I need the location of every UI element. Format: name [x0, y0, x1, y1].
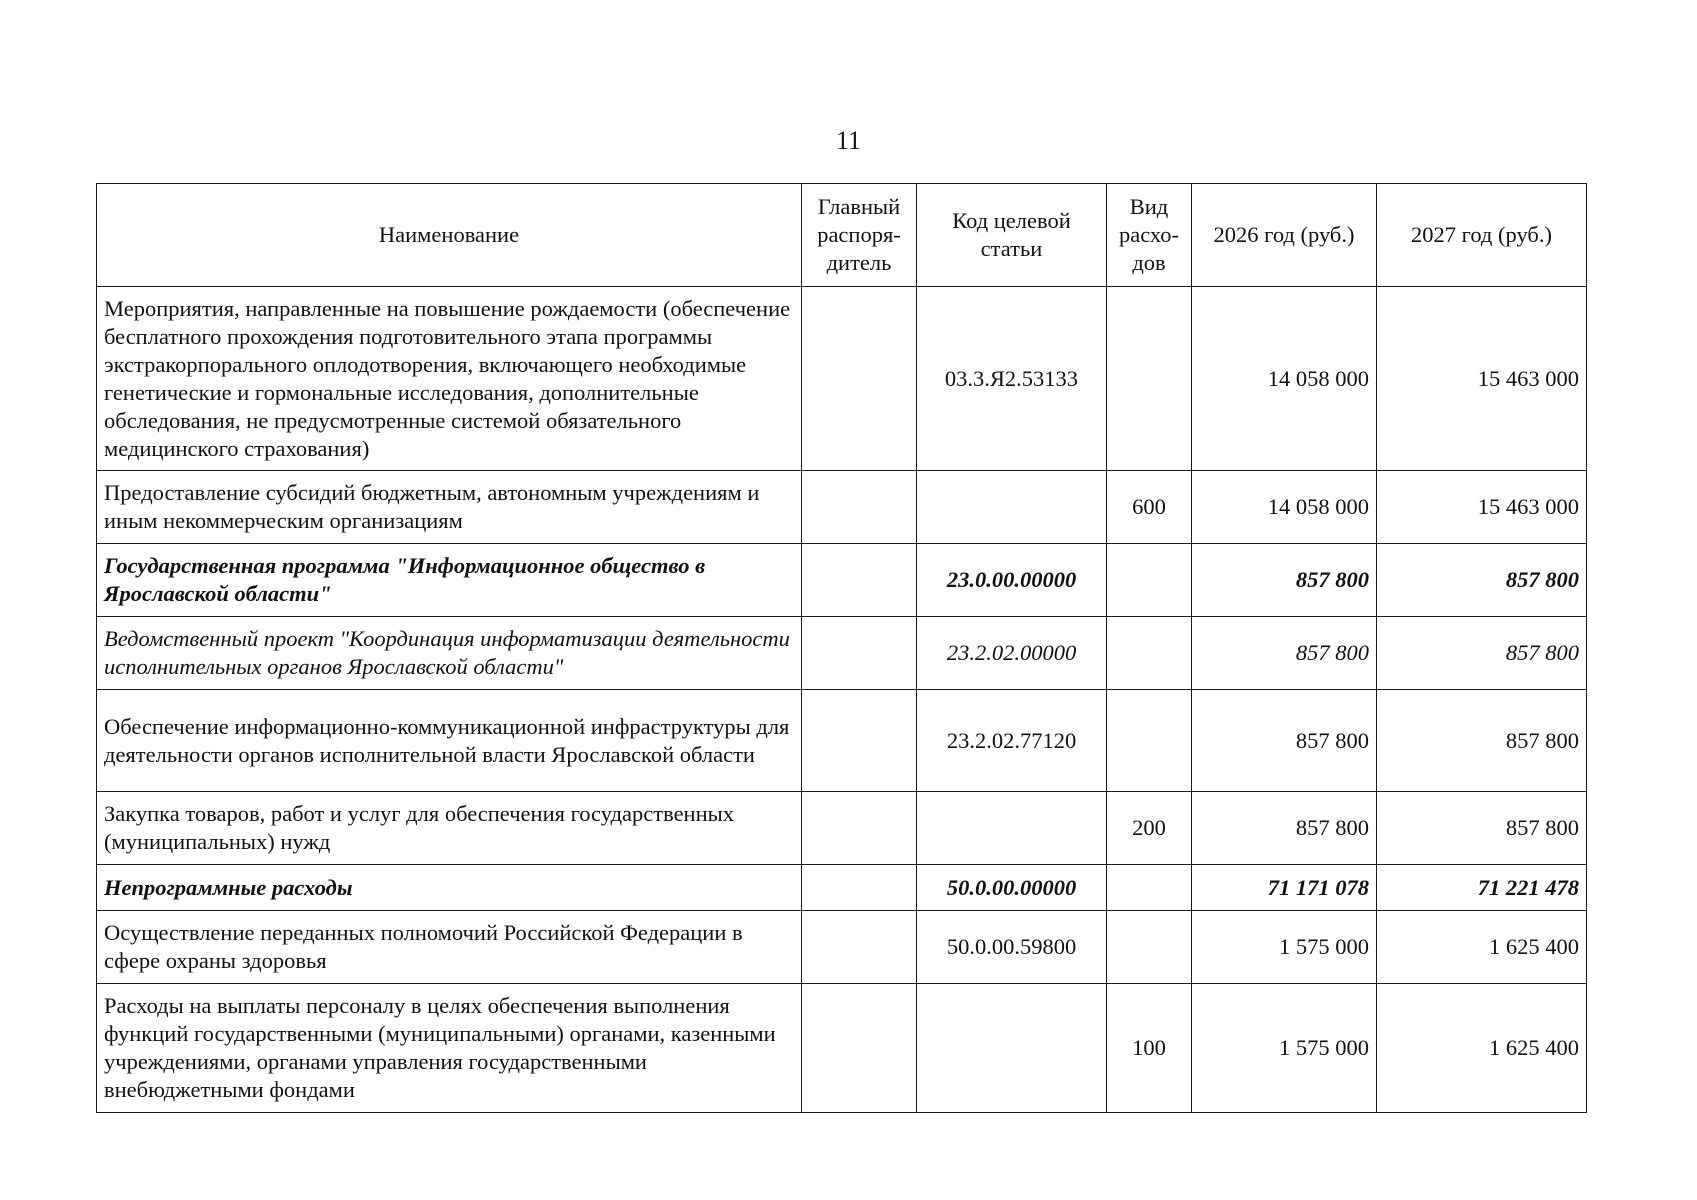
row-2027: 857 800 [1377, 544, 1587, 617]
table-row [97, 617, 1587, 690]
row-2026: 14 058 000 [1192, 287, 1377, 471]
row-manager [802, 792, 917, 865]
row-2026: 857 800 [1192, 544, 1377, 617]
budget-table [96, 183, 1587, 1113]
row-kind [1107, 865, 1192, 911]
row-2026: 857 800 [1192, 617, 1377, 690]
table-row [97, 544, 1587, 617]
row-manager [802, 984, 917, 1113]
row-name: Осуществление переданных полномочий Российской Федерации в сфере охраны здоровья [97, 911, 802, 984]
row-name: Обеспечение информационно-коммуникационной инфраструктуры для деятельности органов исполнительной власти Ярославской области [97, 690, 802, 792]
row-kind [1107, 287, 1192, 471]
table-row [97, 911, 1587, 984]
row-2026: 857 800 [1192, 690, 1377, 792]
row-manager [802, 911, 917, 984]
row-code [917, 984, 1107, 1113]
table-row [97, 471, 1587, 544]
header-2027: 2027 год (руб.) [1377, 184, 1587, 287]
row-kind: 100 [1107, 984, 1192, 1113]
row-code: 23.2.02.77120 [917, 690, 1107, 792]
row-name: Ведомственный проект "Координация информатизации деятельности исполнительных органов Ярославской области" [97, 617, 802, 690]
table-row [97, 287, 1587, 471]
row-2027: 857 800 [1377, 617, 1587, 690]
row-2027: 1 625 400 [1377, 911, 1587, 984]
row-2027: 857 800 [1377, 792, 1587, 865]
row-name: Государственная программа "Информационное общество в Ярославской области" [97, 544, 802, 617]
row-name: Закупка товаров, работ и услуг для обеспечения государственных (муниципальных) нужд [97, 792, 802, 865]
header-kind: Вид расхо-дов [1107, 184, 1192, 287]
row-name: Непрограммные расходы [97, 865, 802, 911]
row-code [917, 792, 1107, 865]
row-2027: 857 800 [1377, 690, 1587, 792]
table-row [97, 865, 1587, 911]
row-code: 23.2.02.00000 [917, 617, 1107, 690]
row-2027: 15 463 000 [1377, 471, 1587, 544]
row-code: 03.3.Я2.53133 [917, 287, 1107, 471]
table-row [97, 690, 1587, 792]
row-manager [802, 865, 917, 911]
table-row [97, 984, 1587, 1113]
row-code: 50.0.00.59800 [917, 911, 1107, 984]
row-2026: 1 575 000 [1192, 911, 1377, 984]
row-2026: 71 171 078 [1192, 865, 1377, 911]
row-manager [802, 544, 917, 617]
row-2027: 1 625 400 [1377, 984, 1587, 1113]
row-kind: 600 [1107, 471, 1192, 544]
row-2026: 1 575 000 [1192, 984, 1377, 1113]
header-code: Код целевой статьи [917, 184, 1107, 287]
row-2026: 14 058 000 [1192, 471, 1377, 544]
row-code: 23.0.00.00000 [917, 544, 1107, 617]
row-manager [802, 690, 917, 792]
row-kind: 200 [1107, 792, 1192, 865]
row-kind [1107, 690, 1192, 792]
row-manager [802, 287, 917, 471]
row-code: 50.0.00.00000 [917, 865, 1107, 911]
row-kind [1107, 544, 1192, 617]
table-header-row [97, 184, 1587, 287]
table-row [97, 792, 1587, 865]
row-kind [1107, 911, 1192, 984]
row-2026: 857 800 [1192, 792, 1377, 865]
row-name: Расходы на выплаты персоналу в целях обеспечения выполнения функций государственными (муниципальными) органами, казенными учреждениями, органами управления государственными внебюджетными фондами [97, 984, 802, 1113]
header-manager: Главный распоря-дитель [802, 184, 917, 287]
row-manager [802, 471, 917, 544]
row-2027: 71 221 478 [1377, 865, 1587, 911]
header-2026: 2026 год (руб.) [1192, 184, 1377, 287]
row-code [917, 471, 1107, 544]
row-2027: 15 463 000 [1377, 287, 1587, 471]
row-name: Предоставление субсидий бюджетным, автономным учреждениям и иным некоммерческим организациям [97, 471, 802, 544]
row-manager [802, 617, 917, 690]
row-kind [1107, 617, 1192, 690]
header-name: Наименование [97, 184, 802, 287]
page-number: 11 [835, 126, 862, 155]
row-name: Мероприятия, направленные на повышение рождаемости (обеспечение бесплатного прохождения подготовительного этапа программы экстракорпорального оплодотворения, включающего необходимые генетические и гормональные исследования, дополнительные обследования, не предусмотренные системой обязательного медицинского страхования) [97, 287, 802, 471]
